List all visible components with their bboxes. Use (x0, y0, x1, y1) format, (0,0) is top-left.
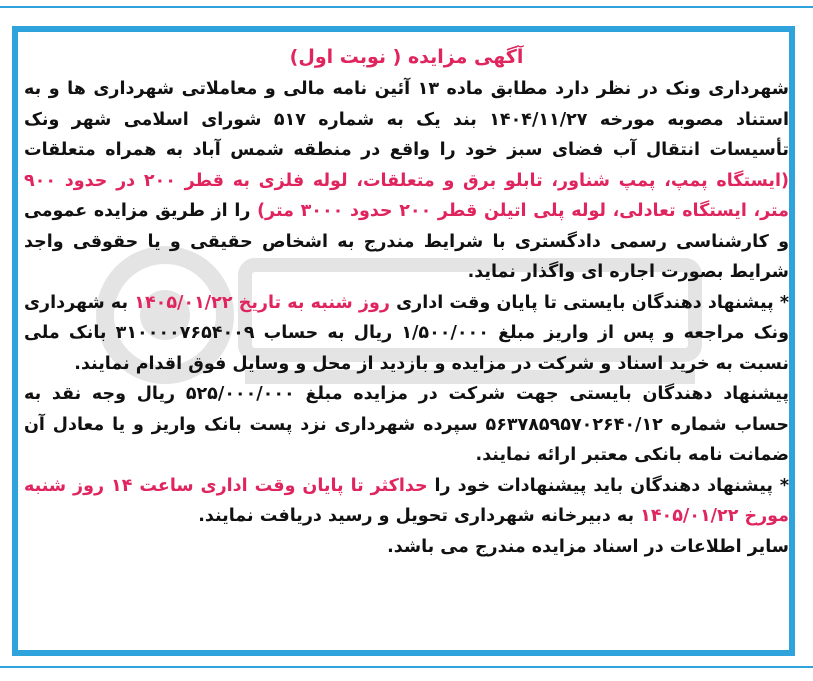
intro-equipment-list: (ایستگاه پمپ، پمپ شناور، تابلو برق و متعلقات، لوله فلزی به قطر ۲۰۰ در حدود ۹۰۰ متر، ایستگاه تعادلی، لوله پلی اتیلن قطر ۲۰۰ حدود ۳۰۰۰ متر) (24, 170, 789, 221)
submission-text-start: * پیشنهاد دهندگان باید پیشنهادات خود را (434, 475, 790, 496)
documents-text-end: به شهرداری ونک مراجعه و پس از واریز مبلغ ۱/۵۰۰/۰۰۰ ریال به حساب ۳۱۰۰۰۰۷۶۵۴۰۰۹ بانک ملی نسبت به خرید اسناد و شرکت در مزایده و بازدید از محل و وسایل فوق اقدام نمایند. (24, 292, 789, 374)
paragraph-documents (24, 288, 789, 380)
bottom-rule (0, 666, 813, 668)
documents-text-start: * پیشنهاد دهندگان بایستی تا پایان وقت اداری (396, 292, 790, 313)
paragraph-deposit: پیشنهاد دهندگان بایستی جهت شرکت در مزایده مبلغ ۵۲۵/۰۰۰/۰۰۰ ریال وجه نقد به حساب شماره ۵۶۳۷۸۵۹۵۷۰۲۶۴۰/۱۲ سپرده شهرداری نزد پست بانک واریز و یا معادل آن ضمانت نامه بانکی معتبر ارائه نمایند. (24, 384, 789, 465)
submission-text-end: به دبیرخانه شهرداری تحویل و رسید دریافت نمایند. (198, 506, 635, 526)
notice-title: آگهی مزایده ( نوبت اول) (289, 46, 524, 68)
paragraph-submission (24, 471, 789, 532)
paragraph-other-info: سایر اطلاعات در اسناد مزایده مندرج می باشد. (387, 536, 789, 557)
top-rule (0, 6, 813, 8)
intro-text-start: شهرداری ونک در نظر دارد مطابق ماده ۱۳ آئین نامه مالی و معاملاتی شهرداری ها و به استناد مصوبه مورخه ۱۴۰۴/۱۱/۲۷ بند یک به شماره ۵۱۷ شورای اسلامی شهر ونک تأسیسات انتقال آب فضای سبز خود را واقع در منطقه شمس آباد به همراه متعلقات (24, 79, 789, 160)
intro-text-end: را از طریق مزایده عمومی و کارشناسی رسمی دادگستری با شرایط مندرج به اشخاص حقیقی و یا حقوقی واجد شرایط بصورت اجاره ای واگذار نماید. (24, 201, 789, 282)
notice-body (24, 42, 789, 562)
paragraph-intro (24, 74, 789, 288)
submission-deadline: حداکثر تا پایان وقت اداری ساعت ۱۴ روز شنبه مورخ ۱۴۰۵/۰۱/۲۲ (24, 475, 789, 526)
documents-deadline: روز شنبه به تاریخ ۱۴۰۵/۰۱/۲۲ (134, 292, 390, 313)
